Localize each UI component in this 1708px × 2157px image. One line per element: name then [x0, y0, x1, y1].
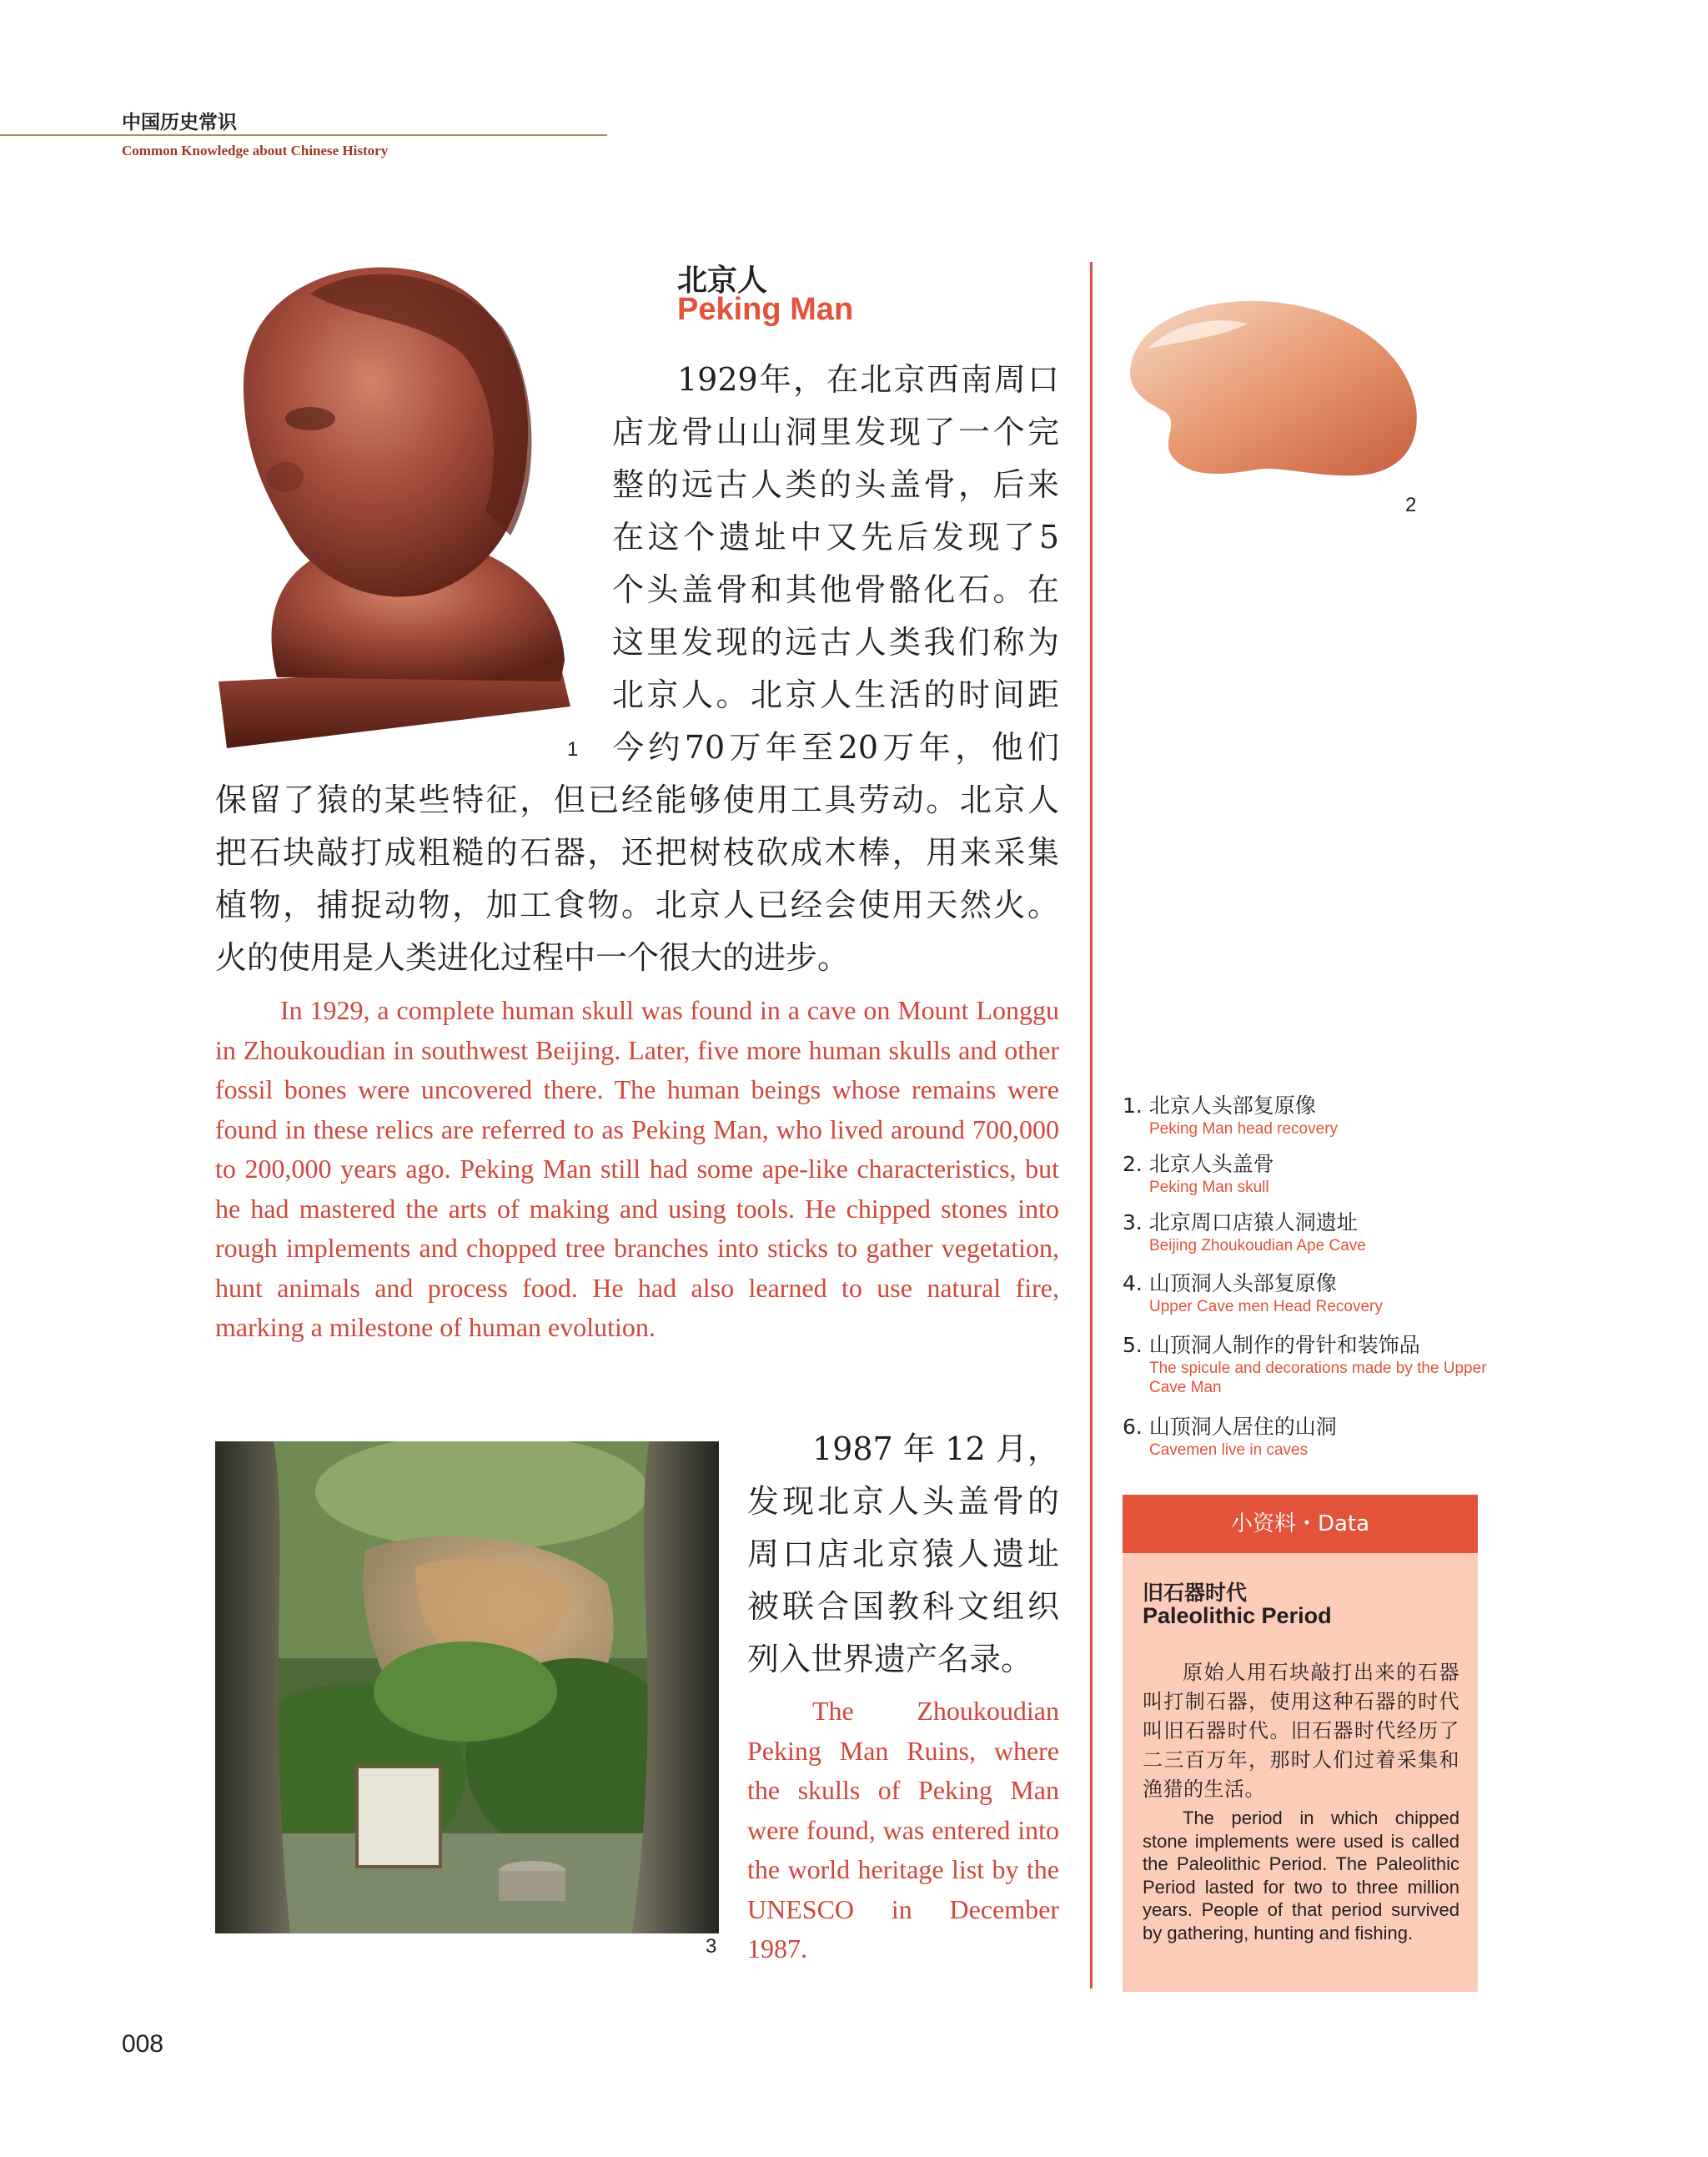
caption-zh: 3. 北京周口店猿人洞遗址 — [1123, 1210, 1358, 1234]
body-zh-line-2: 周口店北京猿人遗址 — [747, 1536, 1059, 1572]
caption-item — [1123, 1209, 1489, 1255]
caption-item — [1123, 1093, 1489, 1139]
caption-en: Peking Man head recovery — [1149, 1120, 1339, 1138]
caption-zh: 5. 山顶洞人制作的骨针和装饰品 — [1123, 1333, 1420, 1357]
figure-3-cave-site — [215, 1441, 719, 1933]
caption-zh: 4. 山顶洞人头部复原像 — [1123, 1271, 1337, 1295]
caption-en: Cavemen live in caves — [1149, 1441, 1309, 1459]
data-box-body-en: The period in which chipped stone implements were used is called the Paleolithic Period. The Paleolithic Period lasted for two to three million years. People of that period survived by gathering, hunting and fishing. — [1143, 1808, 1459, 1943]
figure-2-number: 2 — [1405, 494, 1417, 516]
body-zh-line: 整的远古人类的头盖骨，后来 — [612, 466, 1059, 503]
running-header-zh: 中国历史常识 — [122, 111, 237, 133]
data-box-title-en: Paleolithic Period — [1143, 1603, 1332, 1628]
body-zh-line: 1929年，在北京西南周口 — [677, 361, 1059, 398]
data-box-header: 小资料・Data — [1123, 1495, 1478, 1553]
body-zh-line: 店龙骨山山洞里发现了一个完 — [612, 414, 1059, 450]
caption-zh: 6. 山顶洞人居住的山洞 — [1123, 1415, 1337, 1439]
caption-item — [1123, 1270, 1489, 1316]
caption-zh: 1. 北京人头部复原像 — [1123, 1094, 1316, 1118]
running-header-en: Common Knowledge about Chinese History — [122, 143, 389, 158]
data-box-title-zh: 旧石器时代 — [1143, 1581, 1248, 1605]
caption-en: Upper Cave men Head Recovery — [1149, 1298, 1383, 1315]
body-zh-line: 植物，捕捉动物，加工食物。北京人已经会使用天然火。 — [215, 887, 1059, 923]
header-rule — [0, 134, 607, 136]
body-zh-line-2: 发现北京人头盖骨的 — [747, 1483, 1059, 1520]
caption-en: Peking Man skull — [1149, 1179, 1269, 1196]
figure-1-number: 1 — [567, 738, 579, 761]
body-zh-line-2: 1987 年 12 月， — [812, 1430, 1059, 1467]
body-zh-line-2: 被联合国教科文组织 — [747, 1588, 1059, 1625]
body-zh-line: 保留了猿的某些特征，但已经能够使用工具劳动。北京人 — [215, 782, 1059, 818]
body-zh-line: 个头盖骨和其他骨骼化石。在 — [612, 571, 1059, 608]
caption-zh: 2. 北京人头盖骨 — [1123, 1152, 1274, 1176]
body-zh-line: 在这个遗址中又先后发现了5 — [612, 519, 1059, 556]
page-number: 008 — [122, 2030, 164, 2058]
body-zh-line: 今约70万年至20万年，他们 — [612, 729, 1059, 766]
body-zh-line: 北京人。北京人生活的时间距 — [612, 676, 1059, 713]
body-zh-line-2: 列入世界遗产名录。 — [747, 1641, 1033, 1677]
body-en-paragraph: In 1929, a complete human skull was found in a cave on Mount Longgu in Zhoukoudian in southwest Beijing. Later, five more human skulls and other fossil bones were uncovered there. The human beings whose remains were found in these relics are referred to as Peking Man, who lived around 700,000 to 200,000 years ago. Peking Man still had some ape-like characteristics, but he had mastered the arts of making and using tools. He chipped stones into rough implements and chopped tree branches into sticks to gather vegetation, hunt animals and process food. He had also learned to use natural fire, marking a milestone of human evolution. — [215, 995, 1059, 1342]
caption-en: Beijing Zhoukoudian Ape Cave — [1149, 1237, 1366, 1254]
figure-2-skull — [1123, 290, 1424, 490]
body-zh-line: 火的使用是人类进化过程中一个很大的进步。 — [215, 939, 850, 976]
body-en-paragraph-2: The Zhoukoudian Peking Man Ruins, where the skulls of Peking Man were found, was entered into the world heritage list by the UNESCO in December 1987. — [747, 1696, 1059, 1963]
article-title-zh: 北京人 — [677, 264, 768, 298]
body-zh-line: 这里发现的远古人类我们称为 — [612, 624, 1059, 661]
article-title-en: Peking Man — [677, 292, 854, 327]
figure-1-bust — [210, 260, 577, 752]
caption-item — [1123, 1151, 1489, 1197]
body-zh-line: 把石块敲打成粗糙的石器，还把树枝砍成木棒，用来采集 — [215, 834, 1059, 871]
caption-item — [1123, 1332, 1489, 1397]
figure-3-number: 3 — [706, 1935, 717, 1958]
data-box — [1123, 1495, 1478, 1992]
caption-item — [1123, 1414, 1489, 1460]
caption-en: The spicule and decorations made by the Upper Cave Man — [1149, 1360, 1487, 1396]
data-box-body-zh: 原始人用石块敲打出来的石器叫打制石器，使用这种石器的时代叫旧石器时代。旧石器时代经历了二三百万年，那时人们过着采集和渔猎的生活。 — [1143, 1661, 1459, 1801]
column-divider — [1090, 262, 1093, 1989]
